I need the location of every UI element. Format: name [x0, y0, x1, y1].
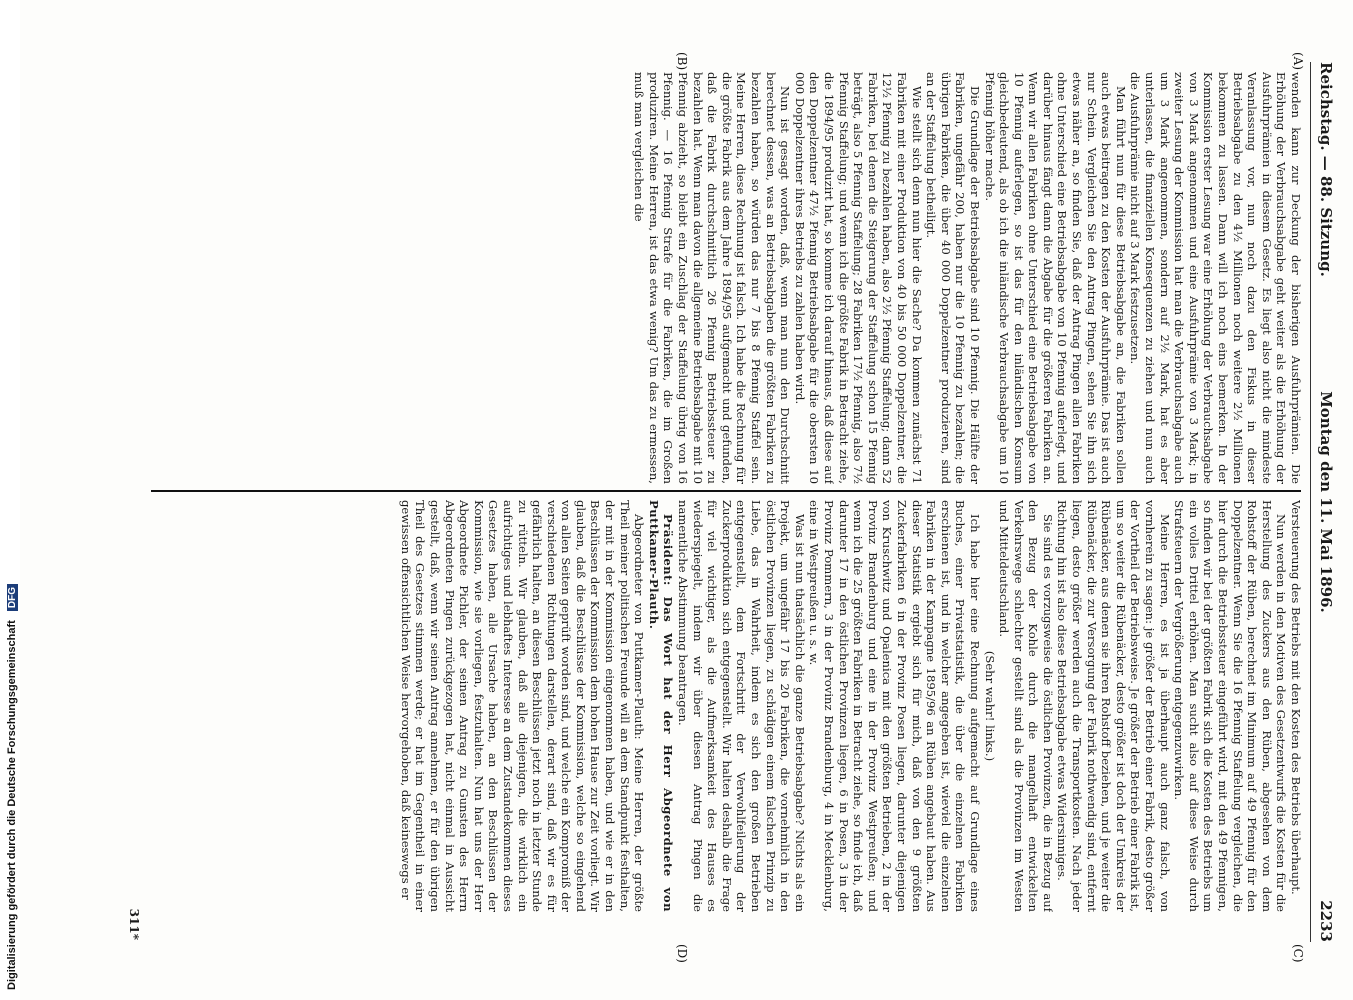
page-header [1310, 62, 1337, 942]
margin-letter-a: (A) [1291, 52, 1305, 71]
paragraph: Man führt nun für diese Betriebsabgabe an, die Fabriken sollen auch etwas beitragen zu den Kosten der Ausfuhrprämie. Das ist auch nur Schein. Vergleichen Sie den Antrag Pingen, sehen Sie ihn sich etwas näher an, so finden Sie, daß der Antrag Pingen allen Fabriken ohne Unterschied eine Betriebsabgabe von 10 Pfennig auferlegt, und darüber hinaus fängt dann die Abgabe für die größeren Fabriken an. Wenn wir allen Fabriken ohne Unterschied eine Betriebsabgabe von 10 Pfennig auferlegen, so ist das für den inländischen Konsum gleichbedeutend, als ob ich die inländische Verbrauchsabgabe um 10 Pfennig höher mache. [982, 72, 1128, 484]
column-divider [151, 490, 1301, 492]
dfg-logo: DFG [7, 584, 18, 611]
paragraph: Nun ist gesagt worden, daß, wenn man nun den Durchschnitt berechnet dessen, was an Betriebsabgaben die größten Fabriken zu bezahlen haben, so würden das nur 7 bis 8 Pfennig Staffel sein. Meine Herren, diese Rechnung ist falsch. Ich habe die Rechnung für die größte Fabrik aus dem Jahre 1894/95 aufgemacht und gefunden, daß die Fabrik durchschnittlich 26 Pfennig Betriebssteuer zu bezahlen hat. Wenn man davon die allgemeine Betriebsabgabe mit 10 Pfennig abzieht, so bleibt ein Zuschlag der Staffelung übrig von 16 Pfennig. — 16 Pfennig Strafe für die Fabriken, die im Großen produziren. Meine Herren, ist das etwa wenig? Um das zu ermessen, muß man vergleichen die [632, 72, 793, 484]
paragraph: Was ist nun thatsächlich die ganze Betriebsabgabe? Nichts als ein Projekt, um ungefähr 17 bis 20 Fabriken, die vornehmlich in den östlichen Provinzen liegen, zu schädigen einem falschen Prinzip zu Liebe, das in Wahrheit, indem es sich den großen Betrieben entgegenstellt, dem Fortschritt der Verwohlfeilerung der Zuckerproduktion sich entgegenstellt. Wir halten deshalb die Frage für viel wichtiger, als die Aufmerksamkeit des Hauses es wiederspiegelt, indem wir über diesen Antrag Pingen die namentliche Abstimmung beantragen. [676, 500, 807, 912]
paragraph: Wie stellt sich denn nun hier die Sache? Da kommen zunächst 71 Fabriken mit einer Produktion von 40 bis 50 000 Doppelzentner, die 12½ Pfennig zu bezahlen haben, also 2½ Pfennig Staffelung; dann 52 Fabriken, bei denen die Steigerung der Staffelung schon 15 Pfennig beträgt, also 5 Pfennig Staffelung; 28 Fabriken 17½ Pfennig, also 7½ Pfennig Staffelung; und wenn ich die größte Fabrik in Betracht ziehe, die 1894/95 produzirt hat, so komme ich darauf hinaus, daß diese auf den Doppelzentner 47½ Pfennig Betriebsabgabe für die obersten 10 000 Doppelzentner ihres Betriebs zu zahlen haben wird. [792, 72, 924, 484]
margin-letter-b: (B) [675, 52, 689, 71]
president-line: Präsident: Das Wort hat der Herr Abgeordnete von Puttkamer-Plauth. [646, 500, 676, 912]
paragraph: Meine Herren, es ist ja überhaupt auch ganz falsch, von vornherein zu sagen: je größer der Betrieb einer Fabrik, desto größer der Vortheil der Betriebsweise. Je größer der Betrieb einer Fabrik ist, um so weiter die Rübenäcker, desto größer ist doch der Umkreis der Rübenäcker, aus denen sie ihren Rohstoff beziehen, und je weiter die Rübenäcker, die zur Versorgung der Fabrik nothwendig sind, entfernt liegen, desto größer werden auch die Transportkosten. Nach jeder Richtung hin ist also diese Betriebsabgabe etwas Widersinniges. [1055, 500, 1172, 912]
signature-mark: 311* [127, 908, 141, 940]
text-column-left [143, 72, 1303, 484]
header-left: Reichstag. — 88. Sitzung. [1317, 62, 1335, 277]
paragraph: Versteuerung des Betriebs mit den Kosten des Betriebs überhaupt. [1289, 500, 1303, 895]
page-number: 2233 [1317, 900, 1335, 942]
margin-letter-c: (C) [1291, 944, 1305, 963]
paragraph: Ich habe hier eine Rechnung aufgemacht auf Grundlage eines Buches, einer Privatstatistik, die über die einzelnen Fabriken erschienen ist, und in welcher angegeben ist, wieviel die einzelnen Fabriken in der Kampagne 1895/96 an Rüben angebaut haben. Aus dieser Statistik ergiebt sich für mich, daß von den 9 größten Zuckerfabriken 6 in der Provinz Posen liegen, darunter diejenigen von Kruschwitz und Opalenica mit den größten Betrieben, 2 in der Provinz Brandenburg und eine in der Provinz Westpreußen; und wenn ich die 25 größten Fabriken in Betracht ziehe, so finde ich, daß darunter 17 in den östlichen Provinzen liegen, 6 in Posen, 3 in der Provinz Pommern, 3 in der Provinz Brandenburg, 4 in Mecklenburg, eine in Westpreußen u. s. w. [807, 500, 982, 912]
margin-letter-d: (D) [675, 944, 689, 963]
paragraph: Die Grundlage der Betriebsabgabe sind 10 Pfennig. Die Hälfte der Fabriken, ungefähr 200, haben nur die 10 Pfennig zu bezahlen; die übrigen Fabriken, die über 40 000 Doppelzentner produzieren, sind an der Staffelung betheiligt. [924, 72, 982, 484]
digitization-credit [0, 0, 20, 1000]
text-column-right [143, 500, 1303, 912]
paragraph: Sie sind es vorzugsweise die östlichen Provinzen, die in Bezug auf den Bezug der Kohle durch die mangelhaft entwickelten Verkehrswege schlechter gestellt sind als die Provinzen im Westen und Mitteldeutschland. [997, 500, 1055, 912]
paragraph: Abgeordneter von Puttkamer-Plauth: Meine Herren, der größte Theil meiner politischen Freunde will an dem Standpunkt festhalten, der mit in der Kommission eingenommen haben, und wie er in den Beschlüssen der Kommission dem hohen Hause zur Zeit vorliegt. Wir glauben, daß die Beschlüsse der Kommission, welche so eingehend von allen Seiten geprüft worden sind, und welche ein Kompromiß der verschiedenen Richtungen darstellen, derart sind, daß wir es für gefährlich halten, an diesen Beschlüssen jetzt noch in letzter Stunde zu rütteln. Wir glauben, daß alle diejenigen, die wirklich ein aufrichtiges und lebhaftes Interesse an dem Zustandekommen dieses Gesetzes haben, alle Ursache haben, an den Beschlüssen der Kommission, wie sie vorliegen, festzuhalten. Nun hat uns der Herr Abgeordnete Pichler, der seinen Antrag zu Gunsten des Herrn Abgeordneten Pingen zurückgezogen hat, nicht einmal in Aussicht gestellt, daß, wenn wir seinen Antrag annehmen, er für den übrigen Theil des Gesetzes stimmen werde; er hat im Gegentheil in einer gewissen offensichtlichen Weise hervorgehoben, daß keineswegs er [398, 500, 647, 912]
header-date: Montag den 11. Mai 1896. [1317, 391, 1335, 613]
interjection: (Sehr wahr! links.) [982, 650, 997, 762]
credit-text: Digitalisierung gefördert durch die Deutsche Forschungsgemeinschaft [6, 620, 18, 990]
paragraph: wenden kann zur Deckung der bisherigen Ausfuhrprämien. Die Erhöhung der Verbrauchsabgabe geht weiter als die Erhöhung der Ausfuhrprämien in diesem Gesetz. Es liegt also nicht die mindeste Veranlassung vor, nun noch dazu den Fiskus in dieser Betriebsabgabe zu den 4½ Millionen noch weitere 2½ Millionen bekommen zu lassen. Dann will ich noch eins bemerken. In der Kommission erster Lesung war eine Erhöhung der Verbrauchsabgabe von 3 Mark angenommen und eine Ausfuhrprämie von 3 Mark; in zweiter Lesung der Kommission hat man die Verbrauchsabgabe auch um 3 Mark angenommen, sondern auf 2½ Mark, hat es aber unterlassen, die finanziellen Konsequenzen zu ziehen und nun auch die Ausfuhrprämie nicht auf 3 Mark festzusetzen. [1128, 72, 1303, 484]
paragraph: Nun werden in den Motiven des Gesetzentwurfs die Kosten für die Herstellung des Zuckers aus den Rüben, abgesehen von dem Rohstoff der Rüben, berechnet im Minimum auf 49 Pfennig für den Doppelzentner. Wenn Sie die 16 Pfennig Staffelung vergleichen, die hier durch die Betriebssteuer eingeführt wird, mit den 49 Pfennigen, so finden wir bei der größten Fabrik sich die Kosten des Betriebs um ein volles Drittel erhöhen. Man sucht also auf diese Weise durch Strafsteuern der Vergrößerung entgegenzuwirken. [1172, 500, 1289, 912]
